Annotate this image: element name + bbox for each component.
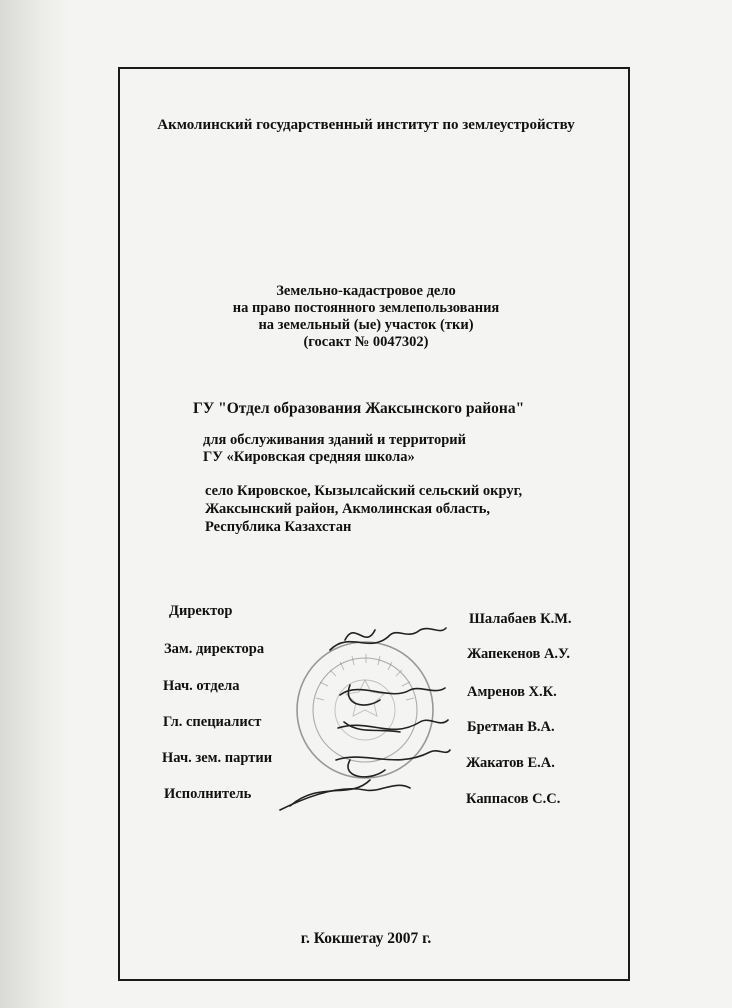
purpose-line: для обслуживания зданий и территорий: [203, 432, 467, 448]
role-executor: Исполнитель: [164, 786, 252, 802]
case-title: [0, 283, 732, 351]
name-chief-specialist: Бретман В.А.: [467, 719, 555, 735]
name-executor: Каппасов С.С.: [466, 791, 561, 807]
name-head-of-department: Амренов Х.К.: [467, 684, 557, 700]
organization-name: ГУ "Отдел образования Жаксынского района": [193, 400, 525, 417]
role-chief-specialist: Гл. специалист: [163, 714, 262, 730]
purpose-block: [203, 432, 466, 466]
address-line: Республика Казахстан: [205, 519, 352, 535]
address-block: [205, 483, 522, 537]
role-deputy-director: Зам. директора: [164, 641, 265, 657]
address-line: село Кировское, Кызылсайский сельский округ,: [205, 483, 523, 499]
role-director: Директор: [169, 603, 233, 619]
name-head-of-land-party: Жакатов Е.А.: [466, 755, 555, 771]
case-title-line: на земельный (ые) участок (тки): [258, 317, 474, 333]
city-year: г. Кокшетау 2007 г.: [300, 930, 432, 947]
case-title-line: (госакт № 0047302): [303, 334, 429, 350]
role-head-of-department: Нач. отдела: [163, 678, 240, 694]
address-line: Жаксынский район, Акмолинская область,: [205, 501, 491, 517]
purpose-line: ГУ «Кировская средняя школа»: [203, 449, 415, 465]
institute-name: Акмолинский государственный институт по землеустройству: [157, 117, 575, 133]
role-head-of-land-party: Нач. зем. партии: [162, 750, 273, 766]
case-title-line: на право постоянного землепользования: [232, 300, 500, 316]
scan-shadow: [0, 0, 70, 1008]
official-seal-icon: [270, 610, 470, 820]
name-deputy-director: Жапекенов А.У.: [467, 646, 570, 662]
case-title-line: Земельно-кадастровое дело: [276, 283, 456, 299]
name-director: Шалабаев К.М.: [469, 611, 572, 627]
